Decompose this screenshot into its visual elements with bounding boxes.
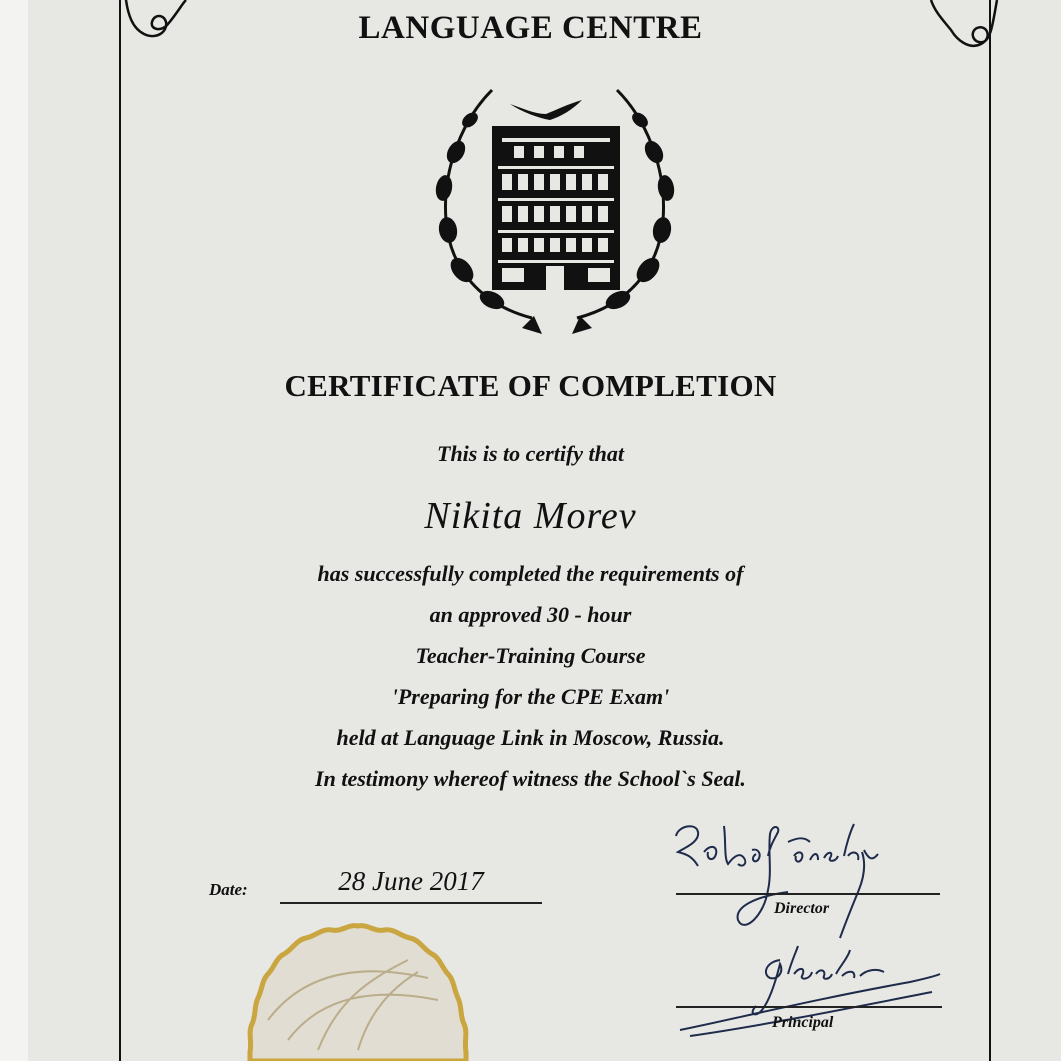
recipient-name: Nikita Morev xyxy=(424,495,637,537)
principal-rule xyxy=(676,1006,942,1008)
date-value: 28 June 2017 xyxy=(338,866,484,896)
director-label: Director xyxy=(774,900,830,917)
date-label: Date: xyxy=(209,880,248,899)
body-line: held at Language Link in Moscow, Russia. xyxy=(336,725,725,750)
organization-name: LANGUAGE CENTRE xyxy=(358,10,703,46)
body-line: Teacher-Training Course xyxy=(415,643,646,668)
director-signature xyxy=(668,812,898,952)
body-line: 'Preparing for the CPE Exam' xyxy=(391,684,670,709)
gold-embossed-seal-icon xyxy=(228,920,488,1061)
body-line: In testimony whereof witness the School`s Seal. xyxy=(315,766,746,791)
director-rule xyxy=(676,893,940,895)
principal-label: Principal xyxy=(772,1014,834,1031)
body-line: an approved 30 - hour xyxy=(429,602,632,627)
certificate-title: CERTIFICATE OF COMPLETION xyxy=(284,368,777,403)
body-line: has successfully completed the requirements of xyxy=(317,561,744,586)
date-rule xyxy=(280,902,542,904)
intro-text: This is to certify that xyxy=(437,441,624,466)
building-wreath-emblem-icon xyxy=(422,80,692,350)
